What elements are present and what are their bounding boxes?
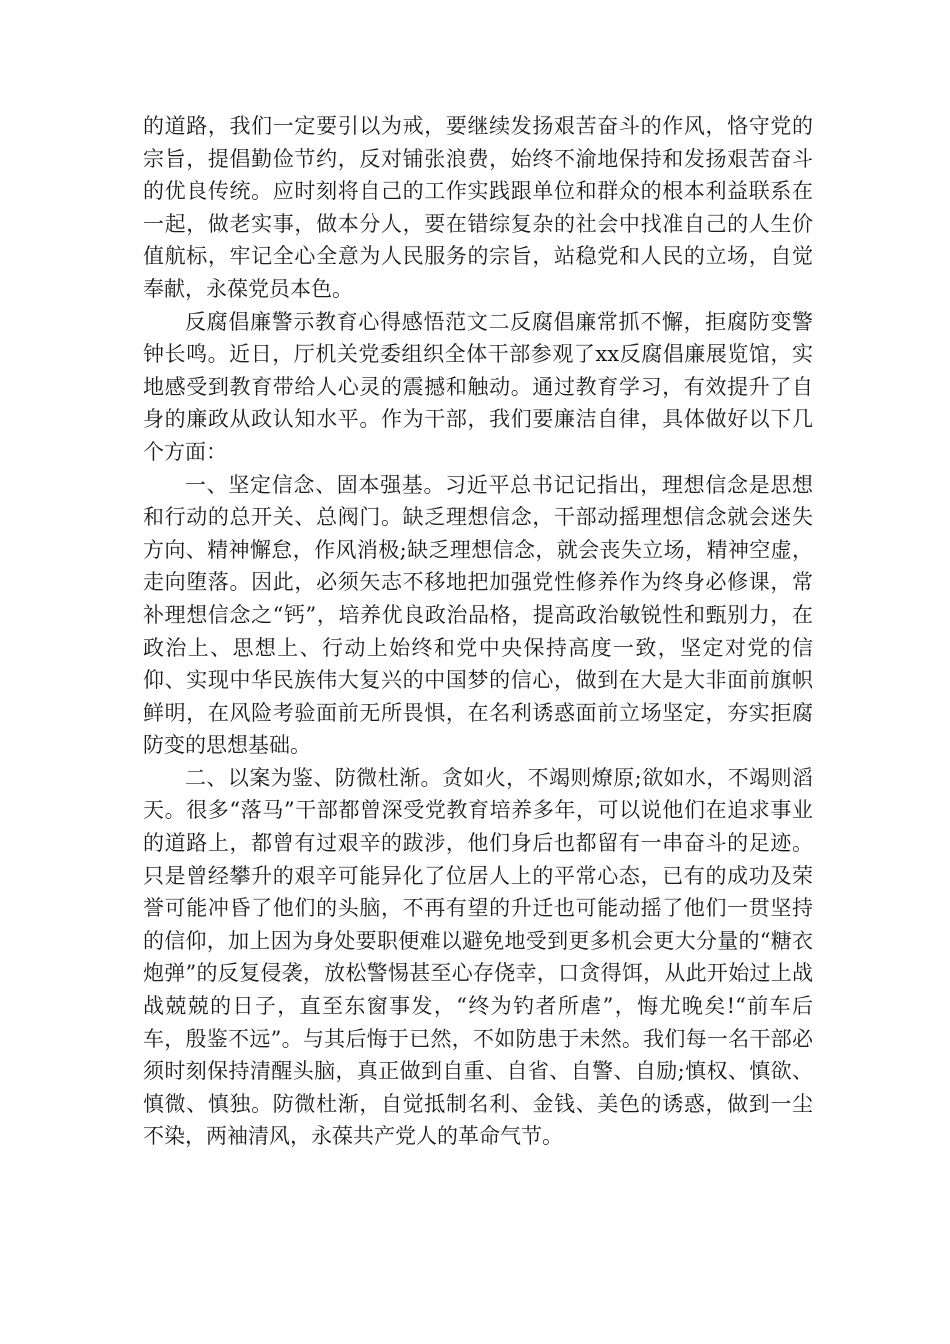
paragraph-point-two: 二、以案为鉴、防微杜渐。贪如火，不竭则燎原;欲如水，不竭则滔天。很多“落马”干部都曾深受党教育培养多年，可以说他们在追求事业的道路上，都曾有过艰辛的跋涉，他们身后也都留有一串奋斗的足迹。只是曾经攀升的艰辛可能异化了位居人上的平常心态，已有的成功及荣誉可能冲昏了他们的头脑，不再有望的升迁也可能动摇了他们一贯坚持的信仰，加上因为身处要职便难以避免地受到更多机会更大分量的“糖衣炮弹”的反复侵袭，放松警惕甚至心存侥幸，口贪得饵，从此开始过上战战兢兢的日子，直至东窗事发，“终为钓者所虐”，悔尤晚矣!“前车后车，殷鉴不远”。与其后悔于已然，不如防患于未然。我们每一名干部必须时刻保持清醒头脑，真正做到自重、自省、自警、自励;慎权、慎欲、慎微、慎独。防微杜渐，自觉抵制名利、金钱、美色的诱惑，做到一尘不染，两袖清风，永葆共产党人的革命气节。 — [143, 765, 813, 1149]
paragraph-sample-two-intro: 反腐倡廉警示教育心得感悟范文二反腐倡廉常抓不懈，拒腐防变警钟长鸣。近日，厅机关党委组织全体干部参观了xx反腐倡廉展览馆，实地感受到教育带给人心灵的震撼和触动。通过教育学习，有效提升了自身的廉政从政认知水平。作为干部，我们要廉洁自律，具体做好以下几个方面： — [143, 309, 813, 464]
paragraph-point-one: 一、坚定信念、固本强基。习近平总书记记指出，理想信念是思想和行动的总开关、总阀门。缺乏理想信念，干部动摇理想信念就会迷失方向、精神懈怠，作风消极;缺乏理想信念，就会丧失立场，精神空虚，走向堕落。因此，必须矢志不移地把加强党性修养作为终身必修课，常补理想信念之“钙”，培养优良政治品格，提高政治敏锐性和甄别力，在政治上、思想上、行动上始终和党中央保持高度一致，坚定对党的信仰、实现中华民族伟大复兴的中国梦的信心，做到在大是大非面前旗帜鲜明，在风险考验面前无所畏惧，在名利诱惑面前立场坚定，夯实拒腐防变的思想基础。 — [143, 472, 813, 758]
document-body — [143, 110, 813, 1153]
paragraph-continuation: 的道路，我们一定要引以为戒，要继续发扬艰苦奋斗的作风，恪守党的宗旨，提倡勤俭节约，反对铺张浪费，始终不渝地保持和发扬艰苦奋斗的优良传统。应时刻将自己的工作实践跟单位和群众的根本利益联系在一起，做老实事，做本分人，要在错综复杂的社会中找准自己的人生价值航标，牢记全心全意为人民服务的宗旨，站稳党和人民的立场，自觉奉献，永葆党员本色。 — [143, 114, 813, 301]
